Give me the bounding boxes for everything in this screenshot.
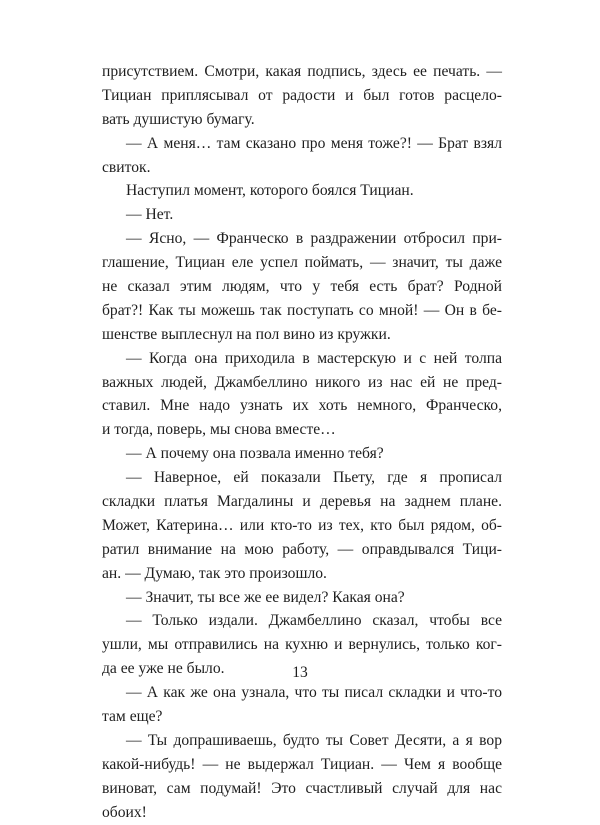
- text-line: складки платья Магдалины и деревья на заднем плане.: [102, 493, 502, 511]
- page-number: 13: [292, 664, 308, 681]
- text-line: — А как же она узнала, что ты писал складки и что-то: [126, 684, 502, 702]
- text-line: — Когда она приходила в мастерскую и с ней толпа: [126, 349, 502, 367]
- text-line: — Только издали. Джамбеллино сказал, чтобы все: [126, 612, 502, 630]
- text-line: виноват, сам подумай! Это счастливый случай для нас: [102, 779, 502, 797]
- text-line: глашение, Тициан еле успел поймать, — значит, ты даже: [102, 254, 502, 272]
- text-line: Может, Катерина… или кто-то из тех, кто был рядом, об-: [102, 516, 502, 534]
- text-line: ан. — Думаю, так это произошло.: [102, 564, 327, 582]
- text-line: и тогда, поверь, мы снова вместе…: [102, 421, 336, 439]
- text-line: свиток.: [102, 158, 151, 176]
- text-line: — А почему она позвала именно тебя?: [126, 445, 384, 463]
- text-line: Наступил момент, которого боялся Тициан.: [126, 182, 414, 200]
- text-line: ставил. Мне надо узнать их хоть немного, Франческо,: [102, 397, 502, 415]
- text-line: — Ясно, — Франческо в раздражении отбросил при-: [126, 230, 502, 248]
- text-line: обоих!: [102, 803, 147, 821]
- text-line: какой-нибудь! — не выдержал Тициан. — Чем я вообще: [102, 755, 502, 773]
- text-line: — А меня… там сказано про меня тоже?! — Брат взял: [126, 134, 502, 152]
- text-line: да ее уже не было.: [102, 660, 225, 678]
- text-line: брат?! Как ты можешь так поступать со мной! — Он в бе-: [102, 301, 502, 319]
- text-line: Тициан приплясывал от радости и был готов расцело-: [102, 86, 502, 104]
- text-line: — Значит, ты все же ее видел? Какая она?: [126, 588, 405, 606]
- text-line: вать душистую бумагу.: [102, 110, 255, 128]
- text-line: не сказал этим людям, что у тебя есть брат? Родной: [102, 278, 502, 296]
- text-line: — Нет.: [126, 206, 174, 224]
- text-line: — Ты допрашиваешь, будто ты Совет Десяти, а я вор: [126, 731, 502, 749]
- text-line: шенстве выплеснул на пол вино из кружки.: [102, 325, 391, 343]
- text-line: там еще?: [102, 708, 163, 726]
- text-line: присутствием. Смотри, какая подпись, здесь ее печать. —: [102, 63, 502, 80]
- body-text: [102, 60, 502, 825]
- text-line: — Наверное, ей показали Пьету, где я прописал: [126, 469, 502, 487]
- text-line: ратил внимание на мою работу, — оправдывался Тици-: [102, 540, 502, 558]
- text-line: важных людей, Джамбеллино никого из нас ей не пред-: [102, 373, 502, 391]
- text-line: ушли, мы отправились на кухню и вернулись, только ког-: [102, 636, 502, 654]
